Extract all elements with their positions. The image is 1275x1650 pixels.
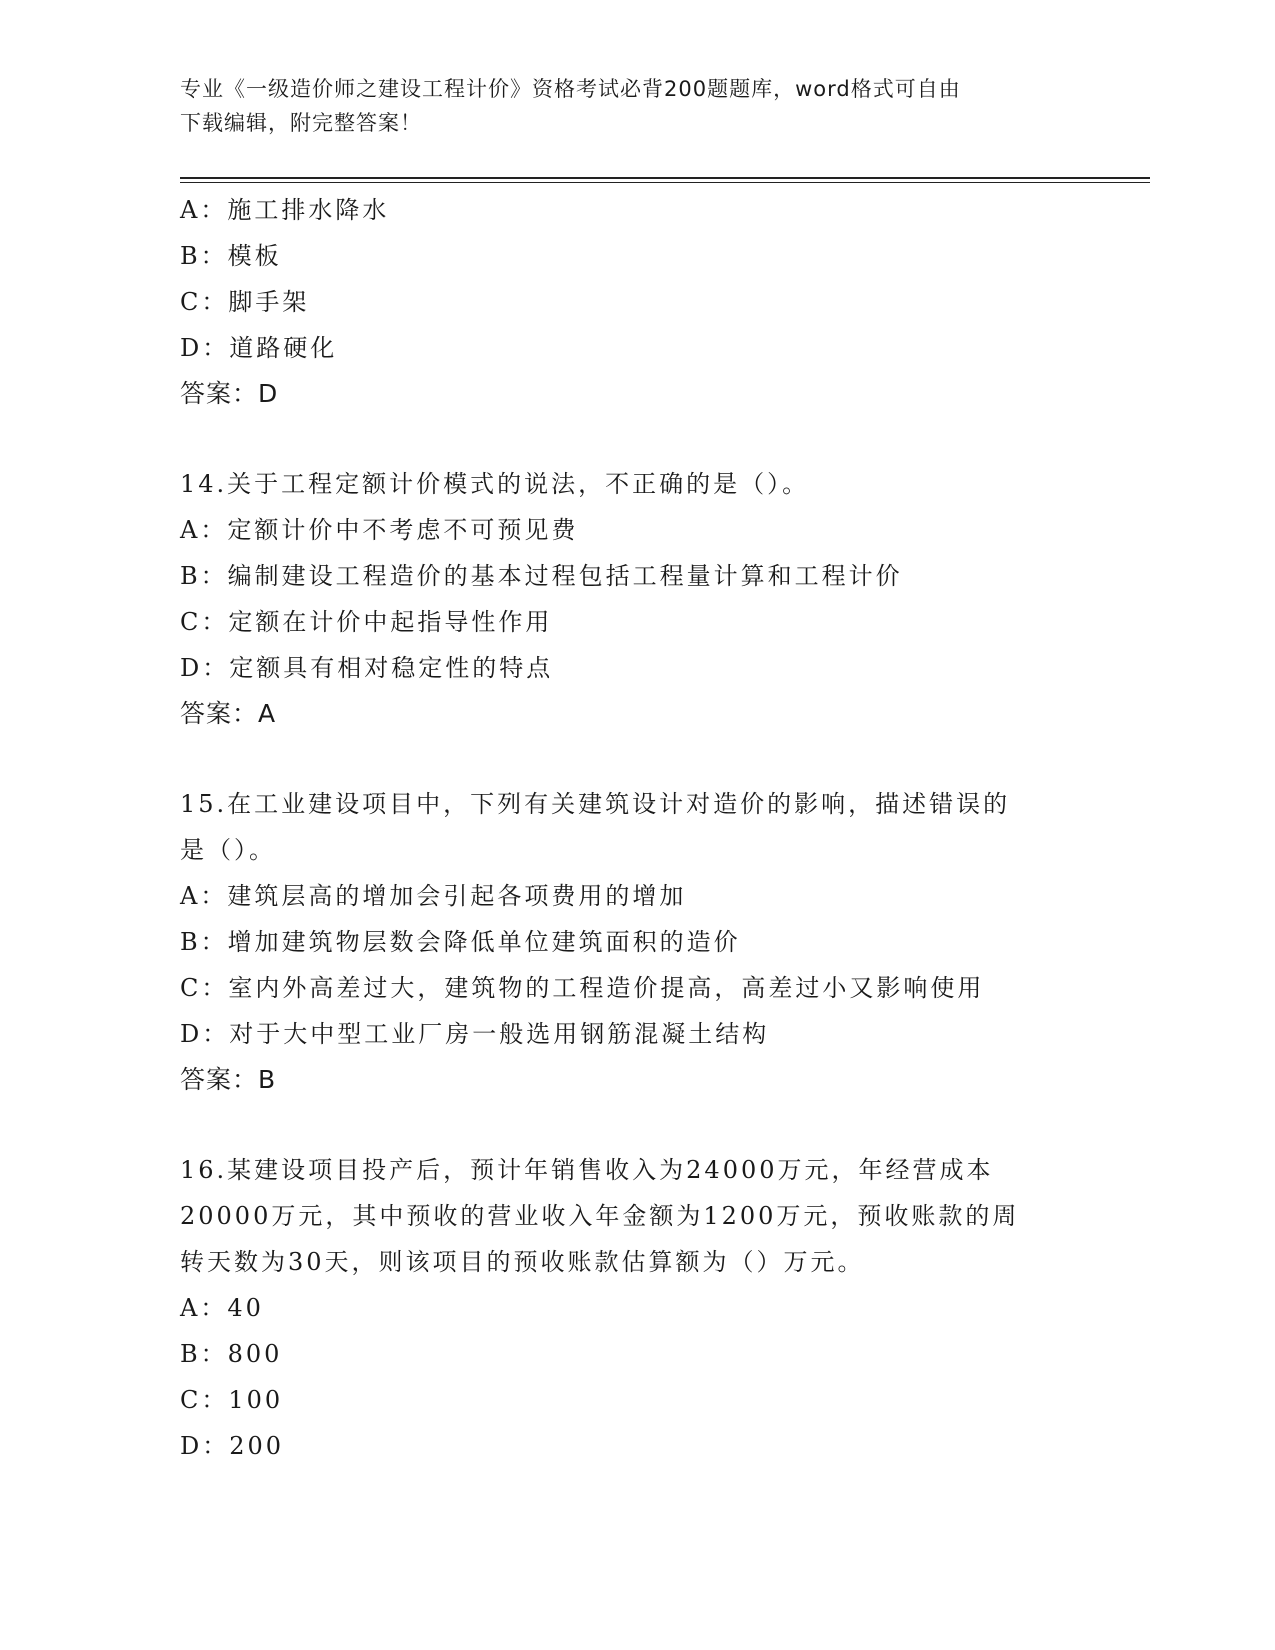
option-c: C：室内外高差过大，建筑物的工程造价提高，高差过小又影响使用 xyxy=(180,974,985,1002)
option-d: D：道路硬化 xyxy=(180,334,338,362)
question-stem: 15.在工业建设项目中，下列有关建筑设计对造价的影响，描述错误的 xyxy=(180,790,1011,818)
option-b: B：800 xyxy=(180,1340,283,1368)
question-stem: 转天数为30天，则该项目的预收账款估算额为（）万元。 xyxy=(180,1248,865,1276)
question-14 xyxy=(180,461,1150,737)
header-line-1: 专业《一级造价师之建设工程计价》资格考试必背200题题库，word格式可自由 xyxy=(180,77,961,101)
question-15 xyxy=(180,781,1150,1103)
question-stem: 20000万元，其中预收的营业收入年金额为1200万元，预收账款的周 xyxy=(180,1202,1020,1230)
option-c: C：100 xyxy=(180,1386,284,1414)
option-b: B：模板 xyxy=(180,242,282,270)
option-b: B：增加建筑物层数会降低单位建筑面积的造价 xyxy=(180,928,741,956)
question-stem: 16.某建设项目投产后，预计年销售收入为24000万元，年经营成本 xyxy=(180,1156,994,1184)
option-d: D：200 xyxy=(180,1432,285,1460)
header-rule-thick xyxy=(180,177,1150,179)
answer-line: 答案：A xyxy=(180,699,277,728)
option-b: B：编制建设工程造价的基本过程包括工程量计算和工程计价 xyxy=(180,562,903,590)
option-c: C：定额在计价中起指导性作用 xyxy=(180,608,553,636)
option-d: D：对于大中型工业厂房一般选用钢筋混凝土结构 xyxy=(180,1020,770,1048)
prev-question xyxy=(180,187,1150,417)
question-16 xyxy=(180,1147,1150,1469)
answer-line: 答案：B xyxy=(180,1065,277,1094)
header-rule-thin xyxy=(180,182,1150,183)
option-a: A：施工排水降水 xyxy=(180,196,390,224)
document-header xyxy=(180,72,1040,140)
header-line-2: 下载编辑，附完整答案！ xyxy=(180,111,422,135)
option-a: A：建筑层高的增加会引起各项费用的增加 xyxy=(180,882,687,910)
option-a: A：40 xyxy=(180,1294,264,1322)
option-c: C：脚手架 xyxy=(180,288,310,316)
option-a: A：定额计价中不考虑不可预见费 xyxy=(180,516,579,544)
question-stem: 是（）。 xyxy=(180,836,276,864)
question-content xyxy=(180,187,1150,1469)
option-d: D：定额具有相对稳定性的特点 xyxy=(180,654,554,682)
answer-line: 答案：D xyxy=(180,379,279,408)
question-stem: 14.关于工程定额计价模式的说法，不正确的是（）。 xyxy=(180,470,810,498)
